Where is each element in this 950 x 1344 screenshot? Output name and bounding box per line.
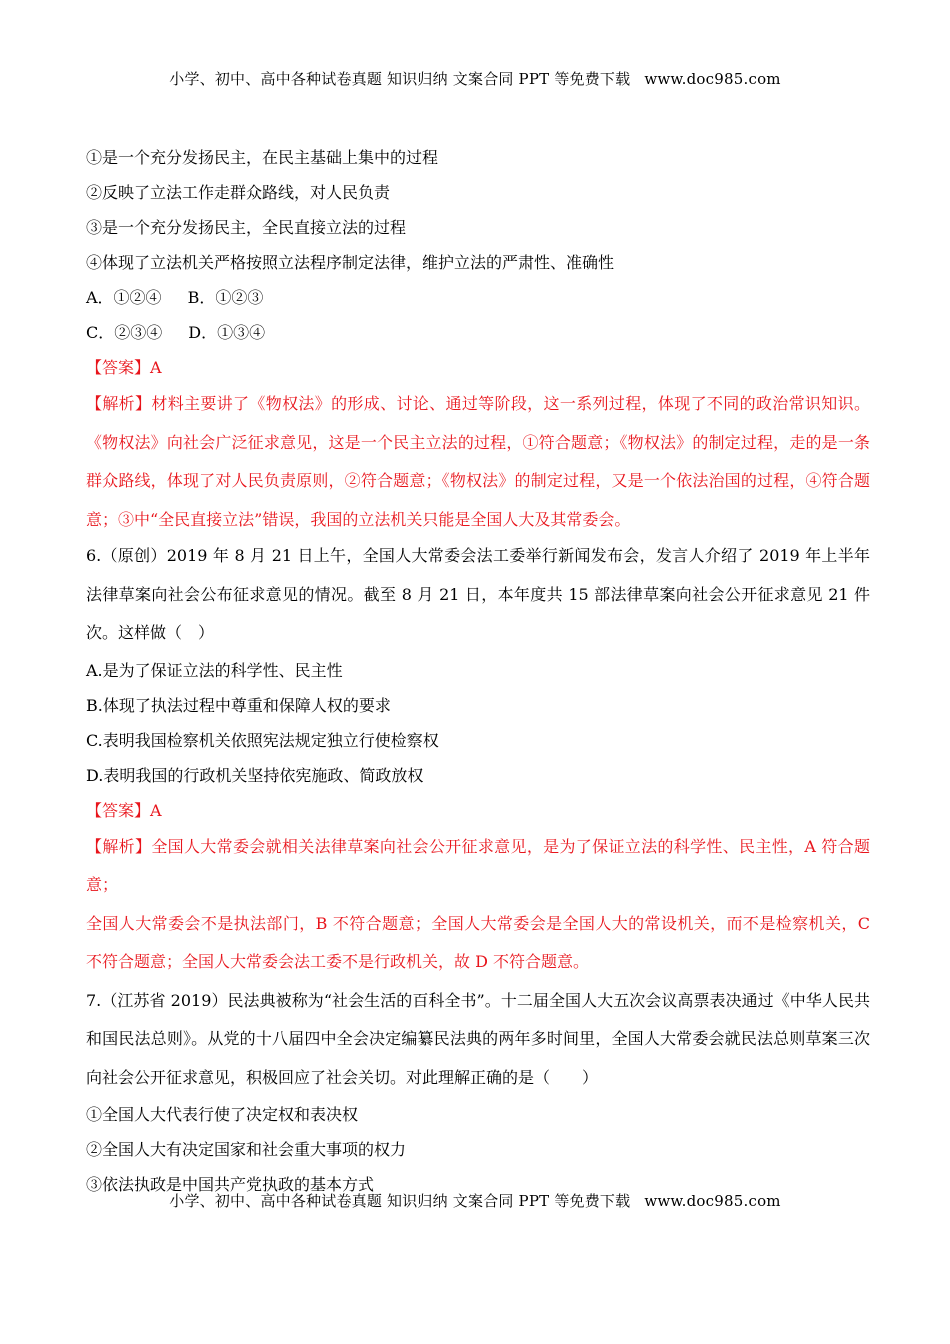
q5-option-a: A．①②④ (86, 288, 162, 307)
q7-item-3: ③依法执政是中国共产党执政的基本方式 (86, 1175, 375, 1194)
q6-analysis-p1 (86, 828, 870, 905)
q7-stem: 7.（江苏省 2019）民法典被称为“社会生活的百科全书”。十二届全国人大五次会议高票表决通过《中华人民共和国民法总则》。从党的十八届四中全会决定编纂民法典的两年多时间里，全国人大常委会就民法总则草案三次向社会公开征求意见，积极回应了社会关切。对此理解正确的是（ ） (86, 990, 870, 1087)
q6-option-a: A.是为了保证立法的科学性、民主性 (86, 660, 343, 680)
q5-item-3: ③是一个充分发扬民主，全民直接立法的过程 (86, 218, 407, 237)
q5-answer (86, 350, 870, 385)
q5-options-row-2 (86, 315, 870, 350)
q5-item-2: ②反映了立法工作走群众路线，对人民负责 (86, 183, 391, 202)
q6-analysis-text-1: 全国人大常委会就相关法律草案向社会公开征求意见，是为了保证立法的科学性、民主性，A 符合题意； (86, 836, 870, 894)
q7-item-1: ①全国人大代表行使了决定权和表决权 (86, 1105, 359, 1124)
q5-option-b: B．①②③ (187, 288, 264, 307)
q6-answer (86, 793, 870, 828)
q6-option-d: D.表明我国的行政机关坚持依宪施政、简政放权 (86, 765, 424, 785)
document-body (86, 140, 870, 1202)
header-text: 小学、初中、高中各种试卷真题 知识归纳 文案合同 PPT 等免费下载 (169, 70, 631, 88)
footer-text: 小学、初中、高中各种试卷真题 知识归纳 文案合同 PPT 等免费下载 (169, 1192, 631, 1210)
page-footer (0, 1190, 950, 1211)
q5-option-d: D．①③④ (188, 323, 266, 342)
q6-answer-value: A (150, 800, 162, 820)
q5-answer-value: A (150, 358, 162, 377)
q5-analysis (86, 385, 870, 539)
q6-stem: 6.（原创）2019 年 8 月 21 日上午，全国人大常委会法工委举行新闻发布会，发言人介绍了 2019 年上半年法律草案向社会公布征求意见的情况。截至 8 月 21 日，本年度共 15 部法律草案向社会公开征求意见 21 件次。这样做（ ） (86, 546, 870, 642)
q5-option-c: C．②③④ (86, 323, 163, 342)
q6-answer-tag: 【答案】 (86, 800, 151, 820)
q6-analysis-p2: 全国人大常委会不是执法部门，B 不符合题意；全国人大常委会是全国人大的常设机关，而不是检察机关，C 不符合题意；全国人大常委会法工委不是行政机关，故 D 不符合题意。 (86, 913, 870, 971)
page-header (0, 68, 950, 89)
q5-options-row-1 (86, 280, 870, 315)
q5-item-1: ①是一个充分发扬民主，在民主基础上集中的过程 (86, 148, 439, 167)
q5-analysis-text: 材料主要讲了《物权法》的形成、讨论、通过等阶段，这一系列过程，体现了不同的政治常识知识。《物权法》向社会广泛征求意见，这是一个民主立法的过程，①符合题意；《物权法》的制定过程，走的是一条群众路线，体现了对人民负责原则，②符合题意；《物权法》的制定过程，又是一个依法治国的过程，④符合题意；③中“全民直接立法”错误，我国的立法机关只能是全国人大及其常委会。 (86, 394, 870, 529)
footer-url[interactable]: www.doc985.com (644, 1192, 781, 1210)
q5-answer-tag: 【答案】 (86, 358, 151, 377)
q7-item-2: ②全国人大有决定国家和社会重大事项的权力 (86, 1140, 407, 1159)
q5-analysis-tag: 【解析】 (86, 394, 152, 413)
q5-item-4: ④体现了立法机关严格按照立法程序制定法律，维护立法的严肃性、准确性 (86, 253, 615, 272)
q6-option-b: B.体现了执法过程中尊重和保障人权的要求 (86, 695, 391, 715)
q6-analysis-tag: 【解析】 (86, 836, 152, 856)
header-url[interactable]: www.doc985.com (644, 70, 781, 88)
q6-option-c: C.表明我国检察机关依照宪法规定独立行使检察权 (86, 730, 439, 750)
